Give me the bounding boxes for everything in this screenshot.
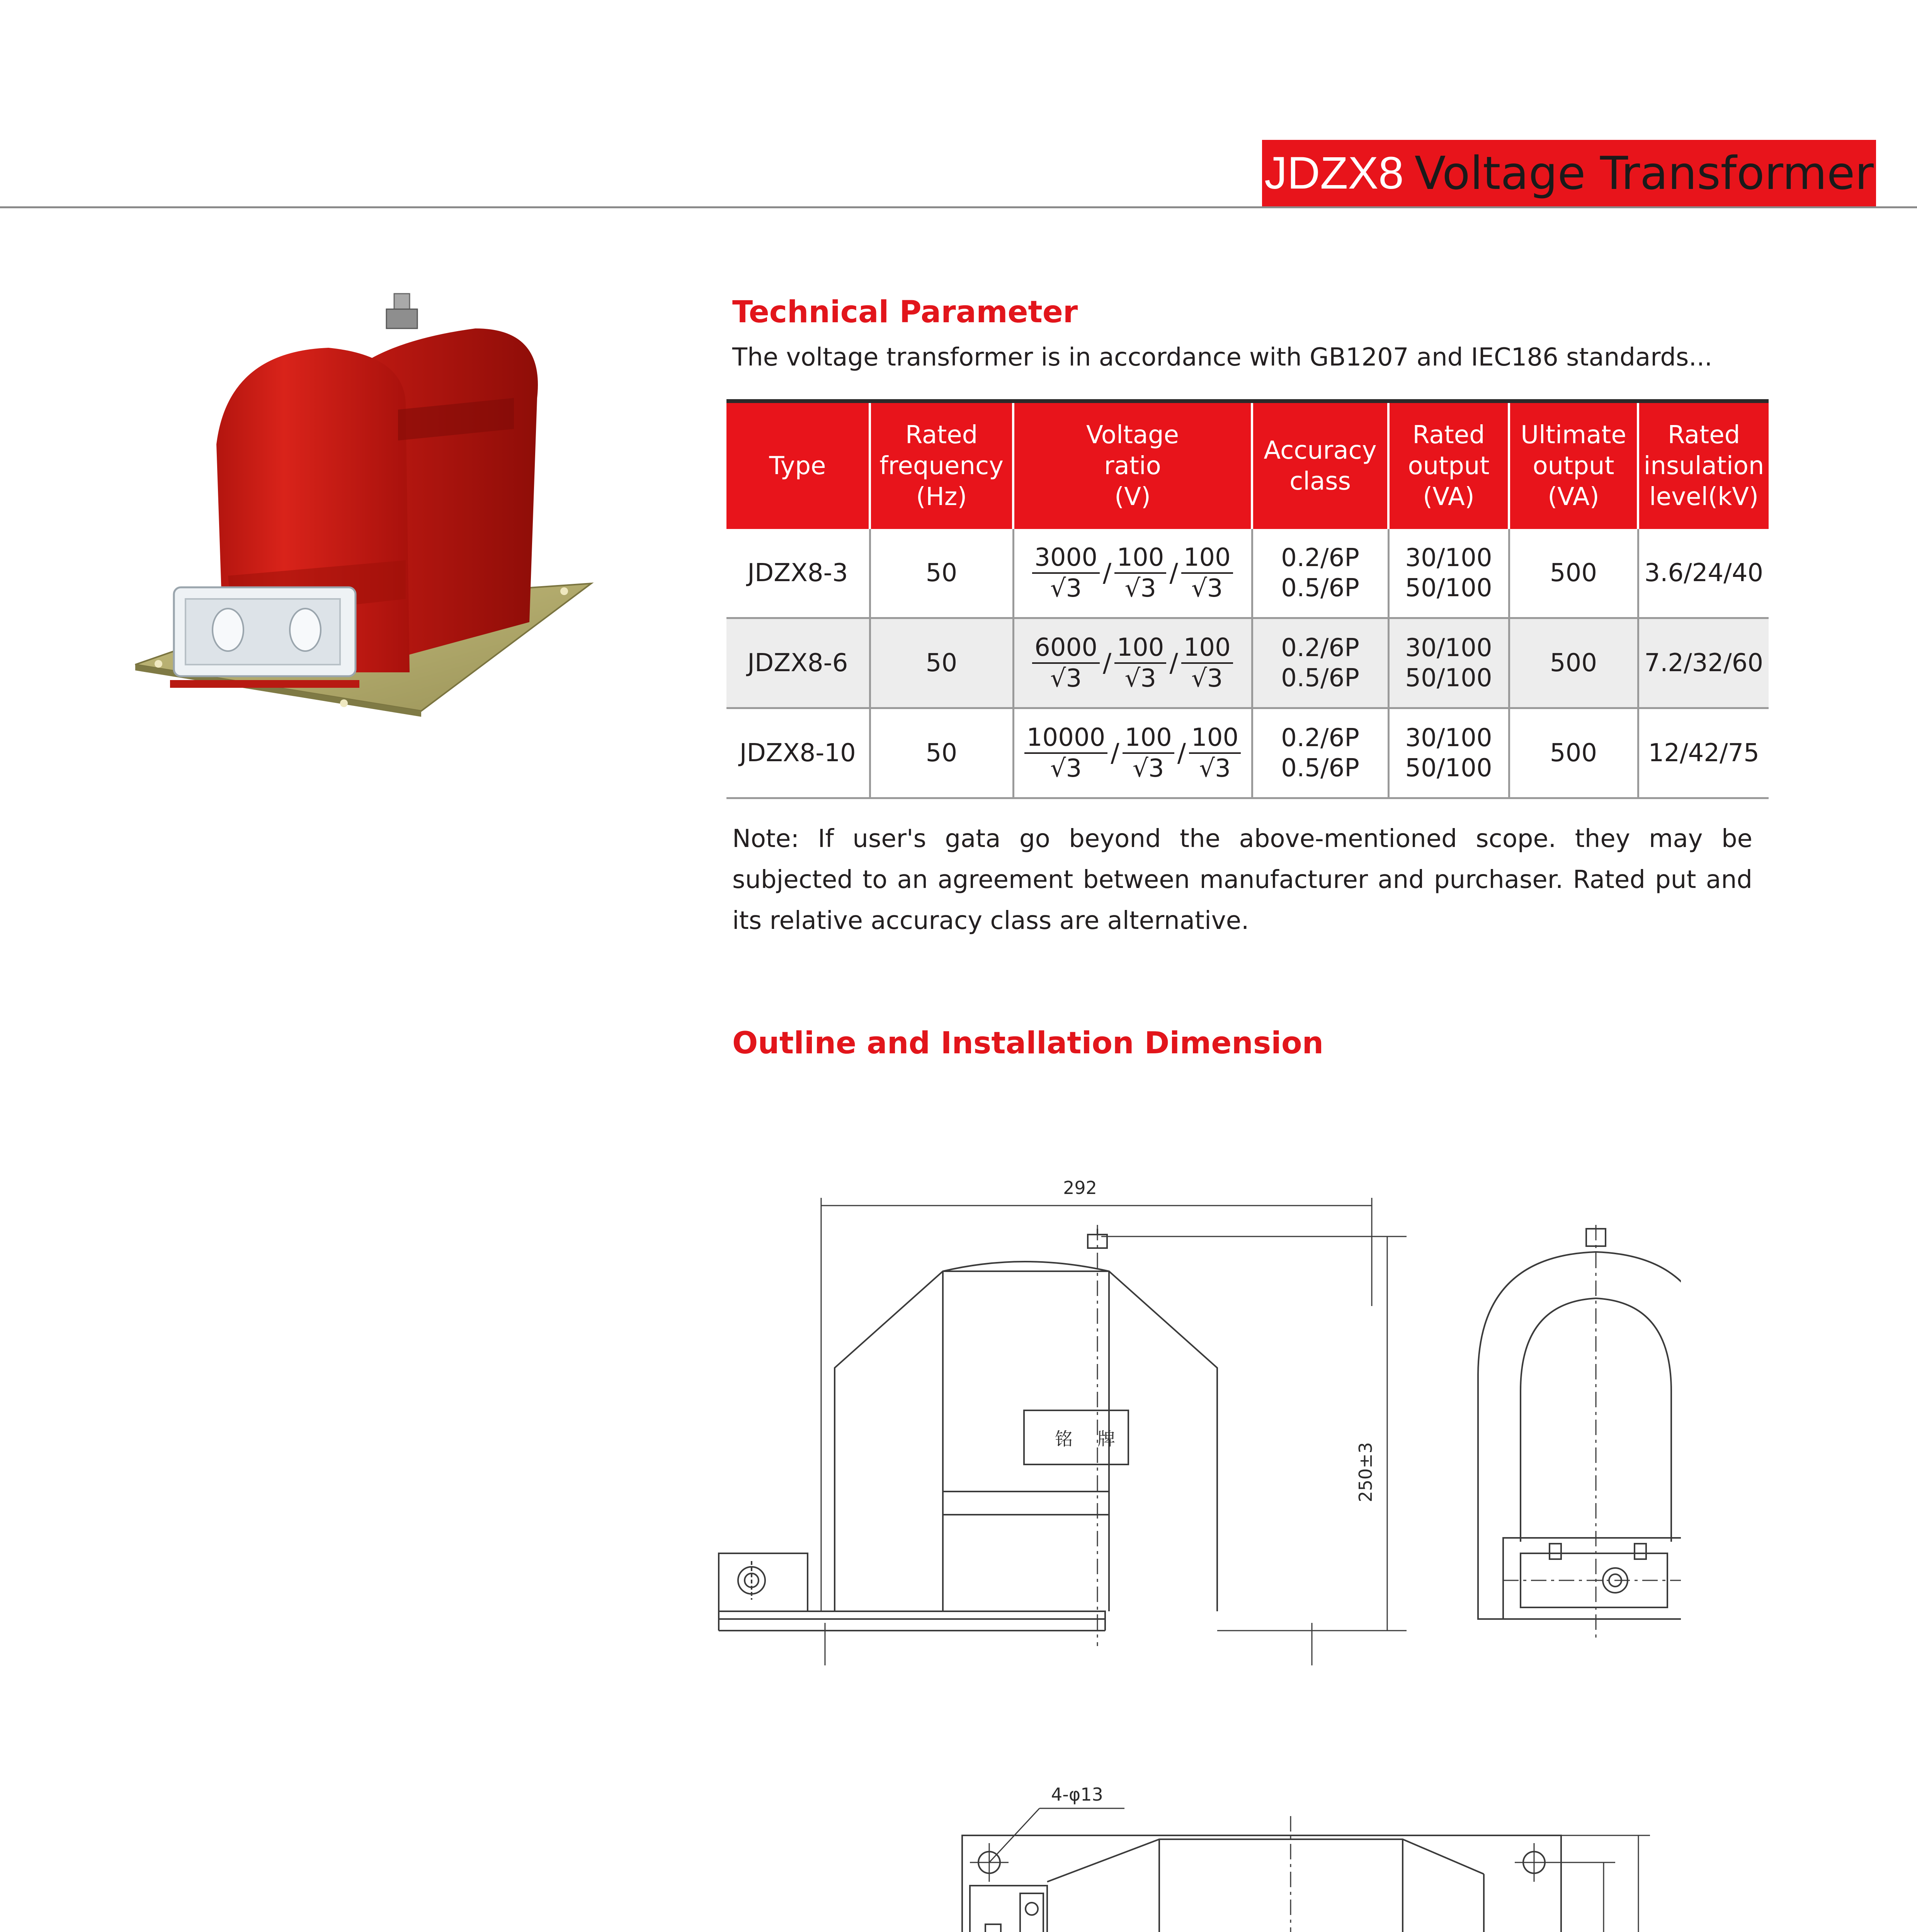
cell-rated-output (1388, 708, 1509, 798)
ratio-separator: / (1111, 738, 1119, 768)
product-photo (128, 282, 622, 738)
fraction-denominator: √3 (1132, 754, 1164, 783)
col-type (726, 401, 870, 529)
col-rated-output-line: (VA) (1423, 483, 1475, 511)
cell-type: JDZX8-10 (726, 708, 870, 798)
rated-output-line: 50/100 (1405, 574, 1492, 602)
col-type-line: Type (769, 452, 826, 480)
ratio-separator: / (1177, 738, 1186, 768)
table-row (726, 618, 1769, 708)
technical-intro: The voltage transformer is in accordance with GB1207 and IEC186 standards... (732, 343, 1713, 372)
base-view (962, 1784, 1650, 1932)
dim-hole-spec: 4-φ13 (1051, 1784, 1103, 1805)
rated-output-line: 30/100 (1405, 724, 1492, 752)
col-ultimate-output (1509, 401, 1638, 529)
col-ratio-line: (V) (1114, 483, 1151, 511)
front-view (719, 1177, 1407, 1665)
fraction-numerator: 3000 (1032, 543, 1100, 574)
cell-frequency: 50 (870, 618, 1013, 708)
col-insulation-line: insulation (1643, 452, 1764, 480)
page-title (1262, 140, 1876, 206)
cell-frequency: 50 (870, 529, 1013, 618)
col-frequency-line: frequency (879, 452, 1004, 480)
fraction-denominator: √3 (1050, 574, 1082, 603)
accuracy-line: 0.5/6P (1281, 574, 1359, 602)
fraction-numerator: 100 (1181, 633, 1233, 664)
ratio-fraction (1114, 543, 1166, 603)
ratio-fraction (1181, 543, 1233, 603)
title-model: JDZX8 (1264, 148, 1404, 199)
col-ultimate-line: Ultimate (1521, 421, 1626, 449)
col-accuracy (1252, 401, 1388, 529)
ratio-fraction (1181, 633, 1233, 693)
fraction-denominator: √3 (1191, 574, 1223, 603)
fraction-numerator: 100 (1189, 723, 1241, 754)
fraction-denominator: √3 (1191, 664, 1223, 693)
fraction-numerator: 10000 (1024, 723, 1108, 754)
dim-front-height: 250±3 (1355, 1442, 1376, 1502)
col-voltage-ratio (1013, 401, 1252, 529)
technical-note: Note: If user's gata go beyond the above-mentioned scope. they may be subjected to an agreement between manufacturer and purchaser. Rated put and its relative accuracy class are alternative. (732, 825, 1752, 935)
col-frequency-line: (Hz) (916, 483, 967, 511)
fraction-numerator: 6000 (1032, 633, 1100, 664)
col-frequency (870, 401, 1013, 529)
cell-ultimate-output: 500 (1509, 708, 1638, 798)
ratio-fraction (1114, 633, 1166, 693)
table-row (726, 529, 1769, 618)
nameplate-char: 铭 (1055, 1429, 1073, 1449)
fraction-numerator: 100 (1123, 723, 1174, 754)
col-ultimate-line: (VA) (1548, 483, 1599, 511)
rated-output-line: 50/100 (1405, 754, 1492, 782)
accuracy-line: 0.2/6P (1281, 724, 1359, 752)
ratio-fraction (1123, 723, 1174, 783)
cell-accuracy (1252, 618, 1388, 708)
cell-voltage-ratio (1013, 529, 1252, 618)
cell-rated-output (1388, 618, 1509, 708)
table-header-row (726, 401, 1769, 529)
fraction-denominator: √3 (1124, 664, 1157, 693)
ratio-separator: / (1103, 558, 1112, 588)
cell-ultimate-output: 500 (1509, 618, 1638, 708)
outline-heading: Outline and Installation Dimension (732, 1026, 1324, 1061)
technical-heading: Technical Parameter (732, 295, 1078, 330)
fraction-denominator: √3 (1124, 574, 1157, 603)
accuracy-line: 0.2/6P (1281, 634, 1359, 662)
cell-voltage-ratio (1013, 708, 1252, 798)
dim-front-width: 292 (1063, 1177, 1097, 1198)
col-ultimate-line: output (1533, 452, 1614, 480)
col-ratio-line: Voltage (1086, 421, 1179, 449)
col-ratio-line: ratio (1104, 452, 1161, 480)
col-accuracy-line: Accuracy (1264, 436, 1377, 465)
cell-voltage-ratio (1013, 618, 1252, 708)
fraction-numerator: 100 (1114, 543, 1166, 574)
ratio-fraction (1189, 723, 1241, 783)
nameplate-char: 牌 (1097, 1429, 1115, 1449)
col-insulation-line: Rated (1667, 421, 1740, 449)
accuracy-line: 0.5/6P (1281, 754, 1359, 782)
title-name: Voltage Transformer (1414, 146, 1874, 200)
col-rated-output-line: Rated (1412, 421, 1485, 449)
side-view (1478, 1225, 1681, 1638)
col-insulation-line: level(kV) (1649, 483, 1759, 511)
accuracy-line: 0.2/6P (1281, 544, 1359, 572)
cell-ultimate-output: 500 (1509, 529, 1638, 618)
header-rule (0, 206, 1917, 208)
voltage-ratio (1017, 723, 1249, 783)
table-row (726, 708, 1769, 798)
voltage-ratio (1017, 543, 1249, 603)
voltage-ratio (1017, 633, 1249, 693)
cell-accuracy (1252, 708, 1388, 798)
cell-insulation: 3.6/24/40 (1638, 529, 1769, 618)
dimension-drawing (715, 1151, 1681, 1932)
cell-type: JDZX8-6 (726, 618, 870, 708)
ratio-fraction (1032, 543, 1100, 603)
col-rated-output-line: output (1408, 452, 1490, 480)
fraction-numerator: 100 (1114, 633, 1166, 664)
ratio-separator: / (1103, 648, 1112, 678)
col-accuracy-line: class (1289, 467, 1351, 496)
accuracy-line: 0.5/6P (1281, 664, 1359, 692)
rated-output-line: 30/100 (1405, 634, 1492, 662)
fraction-denominator: √3 (1050, 664, 1082, 693)
rated-output-line: 30/100 (1405, 544, 1492, 572)
ratio-fraction (1024, 723, 1108, 783)
rated-output-line: 50/100 (1405, 664, 1492, 692)
ratio-fraction (1032, 633, 1100, 693)
fraction-denominator: √3 (1199, 754, 1231, 783)
cell-insulation: 12/42/75 (1638, 708, 1769, 798)
cell-rated-output (1388, 529, 1509, 618)
col-insulation (1638, 401, 1769, 529)
fraction-denominator: √3 (1050, 754, 1082, 783)
parameter-table (726, 399, 1769, 799)
cell-frequency: 50 (870, 708, 1013, 798)
fraction-numerator: 100 (1181, 543, 1233, 574)
cell-accuracy (1252, 529, 1388, 618)
col-frequency-line: Rated (905, 421, 978, 449)
cell-type: JDZX8-3 (726, 529, 870, 618)
ratio-separator: / (1169, 558, 1178, 588)
ratio-separator: / (1169, 648, 1178, 678)
cell-insulation: 7.2/32/60 (1638, 618, 1769, 708)
col-rated-output (1388, 401, 1509, 529)
